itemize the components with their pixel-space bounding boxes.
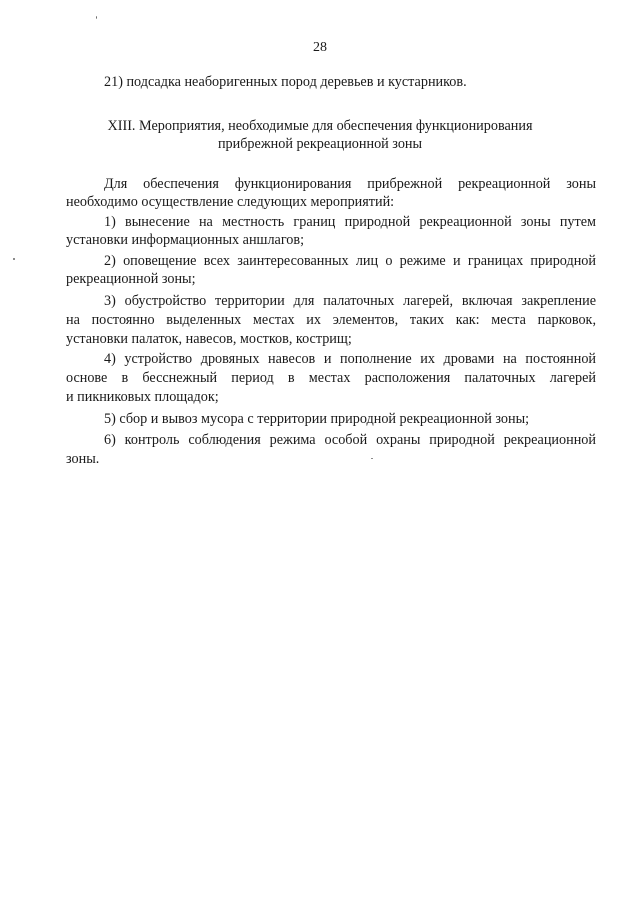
scan-speck xyxy=(96,16,97,19)
item-21: 21) подсадка неаборигенных пород деревьев и кустарников. xyxy=(104,74,467,90)
item-1-line-1: 1) вынесение на местность границ природной рекреационной зоны путем xyxy=(104,214,596,230)
intro-line-1: Для обеспечения функционирования прибрежной рекреационной зоны xyxy=(104,176,596,192)
page-number: 28 xyxy=(313,40,327,55)
item-2-line-1: 2) оповещение всех заинтересованных лиц о режиме и границах природной xyxy=(104,253,596,269)
item-4-line-3: и пикниковых площадок; xyxy=(66,389,219,405)
item-4-line-2: основе в бесснежный период в местах расположения палаточных лагерей xyxy=(66,370,596,386)
section-heading-line-1: XIII. Мероприятия, необходимые для обеспечения функционирования xyxy=(107,118,533,134)
item-2-line-2: рекреационной зоны; xyxy=(66,271,196,287)
section-heading-line-2: прибрежной рекреационной зоны xyxy=(217,136,423,152)
intro-line-2: необходимо осуществление следующих мероприятий: xyxy=(66,194,395,210)
item-4-line-1: 4) устройство дровяных навесов и пополнение их дровами на постоянной xyxy=(104,351,596,367)
item-3-line-3: установки палаток, навесов, мостков, кострищ; xyxy=(66,331,352,347)
item-6-line-2: зоны. xyxy=(66,451,100,467)
scan-speck xyxy=(371,458,373,459)
item-5-line-1: 5) сбор и вывоз мусора с территории природной рекреационной зоны; xyxy=(104,411,530,427)
scan-speck xyxy=(13,258,15,260)
item-1-line-2: установки информационных аншлагов; xyxy=(66,232,305,248)
item-3-line-1: 3) обустройство территории для палаточных лагерей, включая закрепление xyxy=(104,293,596,309)
item-3-line-2: на постоянно выделенных местах их элементов, таких как: места парковок, xyxy=(66,312,596,328)
item-6-line-1: 6) контроль соблюдения режима особой охраны природной рекреационной xyxy=(104,432,596,448)
